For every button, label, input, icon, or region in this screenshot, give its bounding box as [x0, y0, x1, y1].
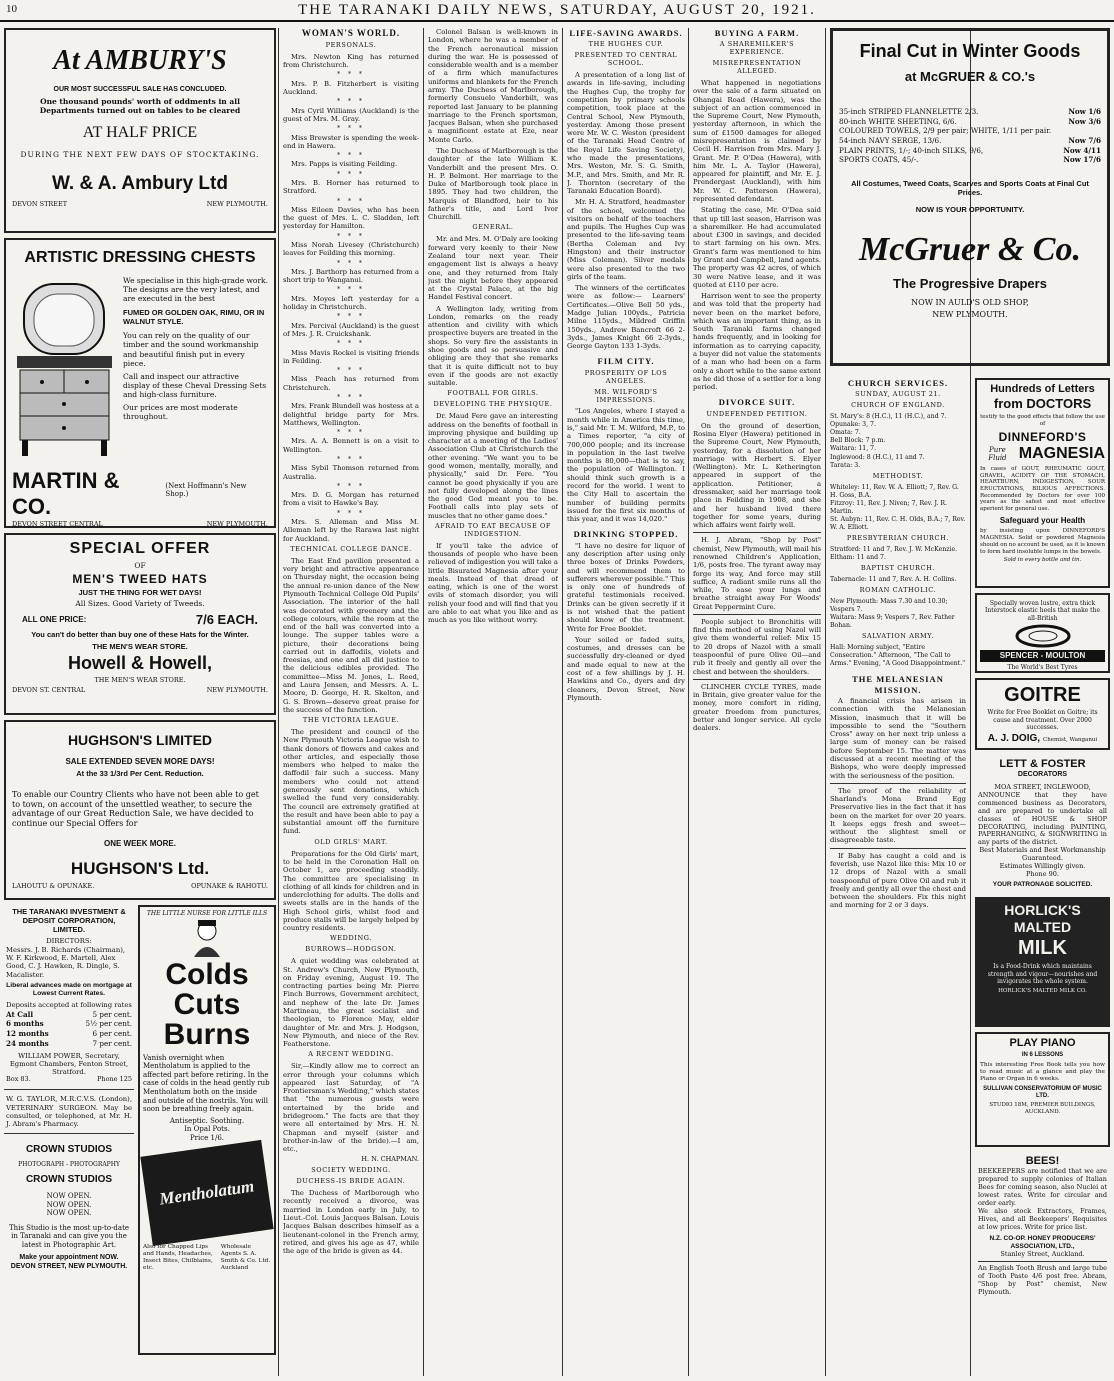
personal-item: Miss Norah Livesey (Christchurch) leaves for Feilding this morning. [283, 241, 419, 258]
mcgruer-address1: NOW IN AULD'S OLD SHOP, [911, 297, 1029, 307]
horlicks-ad [975, 897, 1110, 1027]
hughson-left: LAHOUTU & OPUNAKE. [12, 882, 95, 891]
girls-mart-heading: OLD GIRLS' MART. [314, 837, 388, 846]
dinneford-safeguard: Safeguard your Health [999, 515, 1086, 525]
piano-ad [975, 1032, 1110, 1147]
burns-title: Burns [163, 1017, 251, 1051]
melanesian-text: A financial crisis has arisen in connection with the Melanesian Mission, inasmuch that it will be impossible to send the "Southern Cross" away on her next trip unless a large sum of money can be raised before September 15. The matter was discussed at a recent meeting of the Bishops, who were deeply impressed with the seriousness of the position. [830, 696, 966, 780]
personal-item: Miss Sybil Thomson returned from Australia. [283, 464, 419, 481]
dinneford-title1: Hundreds of Letters [990, 383, 1095, 395]
dinneford-magnesia: MAGNESIA [1018, 445, 1105, 463]
rate-row: 6 months 5½ per cent. [6, 1019, 132, 1029]
indigestion-heading: AFRAID TO EAT BECAUSE OF INDIGESTION. [434, 521, 552, 538]
ambury-line2: One thousand pounds' worth of oddments in all Departments turned out on tables to be cleared [39, 96, 241, 115]
general-heading: GENERAL. [472, 223, 514, 232]
lett-address: MOA STREET, INGLEWOOD, [994, 782, 1091, 791]
personal-item: Mrs Cyril Williams (Auckland) is the guest of Mrs. M. Gray. [283, 106, 419, 123]
dinneford-sold: Sold in every bottle and tin. [1003, 557, 1082, 564]
lett-foster-ad [975, 755, 1110, 892]
ambury-title: At AMBURY'S [53, 45, 227, 76]
column-rule [278, 28, 279, 1376]
ambury-firm: W. & A. Ambury Ltd [52, 172, 228, 194]
page-number: 10 [6, 3, 17, 15]
farm-sub2: MISREPRESENTATION ALLEGED. [712, 59, 802, 76]
mcgruer-item-list [839, 107, 1101, 165]
bronchitis-ad: People subject to Bronchitis will find this method of using Nazol will give them wonderful relief: Mix 15 to 20 drops of Nazol with a small teaspoonful of pure Olive Oil—and rub it freely and gently all over the chest and between the shoulders. [693, 617, 821, 676]
denomination-name: SALVATION ARMY. [861, 632, 935, 641]
crown-ad [4, 1137, 134, 1274]
rate-row: 12 months 6 per cent. [6, 1029, 132, 1039]
farm-sub1: A SHAREMILKER'S EXPERIENCE. [719, 40, 795, 57]
toothbrush-ad: An English Tooth Brush and large tube of Tooth Paste 4/6 post free. Abram, "Shop by Post" chemist, New Plymouth. [978, 1264, 1107, 1297]
horlicks-brand: HORLICK'S MALTED MILK CO. [998, 988, 1087, 995]
investment-address: Egmont Chambers, Fenton Street, Stratford. [9, 1059, 129, 1077]
lett-sub: DECORATORS [1017, 771, 1068, 779]
service-line: Stratford: 11 and 7, Rev. J. W. McKenzie. [830, 545, 958, 553]
crown-text: This Studio is the most up-to-date in Taranaki and can give you the latest in Photographic Art. [8, 1223, 130, 1249]
denomination-name: BAPTIST CHURCH. [860, 563, 936, 572]
crown-appointment: Make your appointment NOW. [19, 1254, 119, 1262]
martin-firm-row [12, 468, 268, 522]
mentholatum-price: Price 1/6. [189, 1133, 225, 1142]
bees-ad [975, 1152, 1110, 1300]
masthead [0, 0, 1114, 22]
hughson-title: HUGHSON'S LIMITED [67, 732, 213, 748]
ads-column-left [4, 28, 276, 1376]
service-line: Hall: Morning subject, "Entire Consecration." Afternoon, "The Call to Arms." Evening, "A Good Disappointment." [830, 644, 966, 668]
goitre-title: GOITRE [1004, 684, 1081, 706]
dry-cleaning-text: Your soiled or faded suits, costumes, and dresses can be successfully dry-cleaned or dyed and made equal to new at the cost of a few shillings by J. H. Hawkins and Co., dyers and dry cleaners, Devon Street, New Plymouth. [567, 635, 685, 702]
howell-street: DEVON ST. CENTRAL [12, 685, 86, 694]
denomination-name: PRESBYTERIAN CHURCH. [846, 533, 950, 542]
dinneford-mark [980, 444, 1105, 464]
drinking-text: "I have no desire for liquor of any description after using only three boxes of Drinks Powders, and will recommend them to sufferers wherever possible." This is only one of hundreds of grateful testimonials received. Drinks can be given secretly if it is not wished that the patient should know of the treatment. Write for Free Booklet. [567, 541, 685, 633]
howell-address [12, 687, 268, 695]
personal-item: Miss Peach has returned from Christchurch. [283, 375, 419, 392]
goitre-ad [975, 678, 1110, 750]
drinking-title: DRINKING STOPPED. [573, 529, 679, 540]
martin-text [123, 274, 268, 464]
mentholatum-text: Vanish overnight when Mentholatum is applied to the affected part before retiring. In the case of colds in the head gently rub Mentholatum both on the inside and outside of the nostrils. You will soon be breathing freely again. [143, 1053, 270, 1114]
lifesaving-sub2: PRESENTED TO CENTRAL SCHOOL. [574, 51, 678, 68]
farm-text1: What happened in negotiations over the sale of a farm situated on Ohangai Road (Hawera), was the subject of an action commenced in the Supreme Court, New Plymouth, yesterday afternoon, in which the sum of £1500 damages for alleged misrepresentation is claimed by Cecil H. Harrison from Mrs. Mary J. Grant. Mr. P. O'Dea (Hawera), with him Mr. L. A. Taylor (Hawera), appeared for plaintiff, and Mr. E. J. Prendergast (Auckland), with him Mr. W. C. Patterson (Hawera), represented defendant. [693, 79, 821, 203]
tyre-icon [1013, 624, 1073, 648]
bees-text2: We also stock Extractors, Frames, Hives, and all Beekeepers' Requisites at low prices. Write for price list. [978, 1206, 1107, 1231]
mentholatum-ad [138, 905, 276, 1355]
bees-text: BEEKEEPERS are notified that we are prepared to supply colonies of Italian Bees for coming season, also Nuclei at lowest rates. Write for circular and order early. [978, 1167, 1107, 1208]
lifesaving-title: LIFE-SAVING AWARDS. [569, 28, 683, 38]
crown-now-open-2: NOW OPEN. [46, 1200, 92, 1209]
society-wedding-subheading: DUCHESS-IS BRIDE AGAIN. [296, 1177, 406, 1186]
piano-title: PLAY PIANO [1009, 1036, 1076, 1049]
womans-world-column [283, 28, 419, 1376]
football-heading: FOOTBALL FOR GIRLS. [447, 389, 539, 398]
lett-text3: Estimates Willingly given. [999, 862, 1086, 871]
crown-now-open-1: NOW OPEN. [46, 1192, 92, 1201]
recent-wedding-text: Sir,—Kindly allow me to correct an error through your columns which appeared last Saturday, of "A Frontiersman's Wedding," which states that "the numerous guests were entertained by the bride and bridegroom." The facts are that they were all entertained by Mrs. H. N. Chapman and myself (sister and brother-in-law of the bride).—I am, etc., [283, 1062, 419, 1154]
horlicks-title1: HORLICK'S [1004, 901, 1081, 918]
dressing-chest-illustration [12, 274, 117, 464]
investment-contact: Box 83. Phone 125 [6, 1075, 132, 1084]
mentholatum-wholesale: Wholesale Agents S. A. Smith & Co. Ltd. Auckland [220, 1244, 271, 1272]
ambury-half-price: AT HALF PRICE [82, 123, 198, 141]
recent-wedding-sign: H. N. CHAPMAN. [361, 1155, 419, 1164]
mcgruer-subtitle: at McGRUER & CO.'s [904, 68, 1036, 84]
mcgruer-line2: NOW IS YOUR OPPORTUNITY. [915, 205, 1025, 215]
lett-text: ANNOUNCE that they have commenced business as Decorators, and are prepared to undertake all classes of HOUSE & SHOP DECORATING, including PAINTING, PAPERHANGING, & SIGNWRITING in any parts of the district. [978, 790, 1107, 847]
film-city-text: "Los Angeles, where I stayed a month while in America this time, is," said Mr. T. M. Wilford, M.P., to a Times reporter, "a city of 700,000 people; and its increase in population in the last twelve months is 80,000—that is to say, the population of Wellington. I should think such growth is a record for the world. I went to the City Hall to ascertain the number of building permits issued for the first six months of this year, and it was 14,020." [567, 407, 685, 524]
farm-text3: Harrison went to see the property and was told that the property had never been on the market before, which was an important thing, as in South Taranaki farms changed hands frequently, and in looking for information as to carrying capacity, a buyer did not value the statements of a man who had been on a farm only a short while to the same extent as he did those of a settler for a long period. [693, 292, 821, 392]
howell-price: 7/6 EACH. [195, 611, 258, 627]
lower-left-stack [4, 905, 134, 1355]
lower-ads-row [4, 905, 276, 1355]
mcgruer-item: 80-inch WHITE SHEETING, 6/6. Now 3/6 [839, 116, 1101, 126]
peppermint-ad: H. J. Abram, "Shop by Post" chemist, New Plymouth, will mail his renowned Children's Application, 1/6, posts free. The tyrant away may forge its way, And force may still suffice, A radiant smile runs all the while, To ease your lungs and breathe straight away For Woods' Great Peppermint Cure. [693, 536, 821, 611]
mcgruer-item: 35-inch STRIPED FLANNELETTE 2/3. Now 1/6 [839, 106, 1101, 116]
film-city-sub2: MR. WILFORD'S IMPRESSIONS. [594, 387, 658, 404]
ambury-line1: OUR MOST SUCCESSFUL SALE HAS CONCLUDED. [53, 86, 227, 94]
society-wedding-text: The Duchess of Marlborough who recently received a divorce, was married in London early in July, to Lieut.-Col. Louis Jacques Balsan. Louis Jacques Balsan describes himself as a lieutenant-colonel in the French army, retired, and gives his age as 47, while the age of the bride is given as 44. [283, 1189, 419, 1256]
mentholatum-antiseptic: Antiseptic. Soothing. [169, 1116, 245, 1125]
crown-now-open-3: NOW OPEN. [46, 1209, 92, 1218]
investment-title: THE TARANAKI INVESTMENT & DEPOSIT CORPORATION, LIMITED. [12, 907, 126, 935]
cuts-title: Cuts [173, 987, 241, 1021]
piano-sub: IN 6 LESSONS [1021, 1052, 1064, 1059]
ambury-town: NEW PLYMOUTH. [206, 199, 268, 208]
personals-list: Mrs. Newton King has returned from Christchurch. * * * Mrs. P. B. Fitzherbert is visiting Auckland. * * * Mrs Cyril Williams (Auckland) is the guest of Mrs. M. Gray. * * * Miss Brewster is spending the week-end in Hawera. * * * Mrs. Papps is visiting Feilding. * * * Mrs. B. Horner has returned to Stratford. * * * Miss Eileen Davies, who has been the guest of Mrs. L. C. Sladden, left yesterday for Hamilton. * * * Miss Norah Livesey (Christchurch) leaves for Feilding this morning. * * * Mrs. J. Barthorp has returned from a short trip to Wanganui. * * * Mrs. Moyes left yesterday for a holiday in Christchurch. * * * Mrs. Percival (Auckland) is the guest of Mrs. J. R. Cruickshank. * * * Miss Mavis Rockel is visiting friends in Feilding. * * * Miss Peach has returned from Christchurch. * * * Mrs. Frank Blundell was hostess at a delightful bridge party for Mrs. Matthews, Wellington. * * * Mrs. A. A. Bennett is on a visit to Wellington. * * * Miss Sybil Thomson returned from Australia. * * * Mrs. D. G. Morgan has returned from a visit to Hawke's Bay. * * * Mrs. S. Alleman and Miss M. Alleman left by the Rarawa last night for Auckland. [283, 52, 419, 543]
society-wedding-heading: SOCIETY WEDDING. [311, 1166, 391, 1175]
service-line: New Plymouth: Mass 7.30 and 10.30; Vespers 7. [830, 597, 948, 613]
lett-patronage: YOUR PATRONAGE SOLICITED. [992, 881, 1093, 888]
football-text: Dr. Maud Fere gave an interesting address on the benefits of football in improving physique and building up character at a meeting of the Ladies' Association Club at Christchurch the other evening. "We want you to be good women, mentally, morally, and physically," said Dr. Fere. "You cannot be good physically if you are not fully developed along the lines the good God meant you to be. Football calls into play sets of muscles that no other game does." [428, 412, 558, 520]
crown-name2: CROWN STUDIOS [25, 1173, 113, 1185]
melanesian-title: THE MELANESIAN MISSION. [852, 674, 944, 695]
victoria-text: The president and council of the New Plymouth Victoria League wish to thank donors of flowers and cakes and other articles, and especially those members who helped to make the daffodil fair such a success. Many members who could not attend generously sent donations, which swelled the fund very considerably. The council are extremely gratified at the result and have been able to pay a substantial amount off the furniture fund. [283, 728, 419, 836]
tyres-ad: CLINCHER CYCLE TYRES, made in Britain, give greater value for the money, more comfort in riding, greater freedom from punctures, better and longer service. All cycle dealers. [693, 682, 821, 733]
dinneford-text: In cases of GOUT, RHEUMATIC GOUT, GRAVEL, ACIDITY OF THE STOMACH, HEARTBURN, INDIGESTION, SOUR ERUCTATIONS, BILIOUS AFFECTIONS. Recommended by Doctors for over 100 years as the safest and most effective aperient for general use. [980, 465, 1105, 513]
spencer-text: Specially woven lustre, extra thick Interstock elastic heels that make the all-British [984, 600, 1101, 622]
howell-town: NEW PLYMOUTH. [206, 685, 268, 694]
wedding-subheading: BURROWS—HODGSON. [305, 945, 397, 954]
column-rule [562, 28, 563, 1376]
mcgruer-item: 54-inch NAVY SERGE, 13/6. Now 7/6 [839, 135, 1101, 145]
ads-column-right-top [830, 28, 1110, 373]
martin-body [12, 274, 268, 464]
duchess-text: The Duchess of Marlborough is the daughter of the late William K. Vanderbilt and the present Mrs. O. H. P. Belmont. Her marriage to the Duke of Marlborough took place in 1895. They had two children, the Marquis of Blandford, heir to his father's title, and Lord Ivor Churchill. [428, 146, 558, 222]
personal-item: Mrs. J. Barthorp has returned from a short trip to Wanganui. [283, 267, 419, 285]
lifesaving-text3: The winners of the certificates were as follow:— Learners' Certificates.—Olive Bell 50 yds., Madge Julian 100yds., Patricia Milne 115yds., Mildred Griffin 150yds., Andrew Bancroft 66 2-3yds., James Knight 66 2-3yds., George Gayton 133 1-3yds. [567, 284, 685, 351]
service-line: Tarata: 3. [830, 461, 861, 469]
denomination-name: CHURCH OF ENGLAND. [851, 401, 945, 410]
horlicks-text: Is a Food-Drink which maintains strength and vigour—nourishes and invigorates the whole system. [987, 963, 1098, 986]
personal-item: Mrs. P. B. Fitzherbert is visiting Auckland. [283, 79, 419, 97]
dinneford-sub: testify to the good effects that follow the use of [980, 414, 1105, 427]
goitre-place: Chemist, Wanganui [1043, 737, 1098, 744]
farm-text2: Stating the case, Mr. O'Dea said that up till last season, Harrison was a sharemilker. He had accumulated about £300 in savings, and decided to start farming on his own. Mrs. Grant's farm was mentioned to him by Grant and Campbell, land agents. The property was 42 acres, of which 30 were Native lease, and it was quoted at £110 per acre. [693, 206, 821, 289]
tech-dance-text: The East End pavilion presented a very bright and attractive appearance on Thursday night, the occasion being the annual re-union dance of the New Plymouth Technical College Old Pupils' Association. The interior of the hall was decorated with greenery and the college colours, while the room at the end of the hall was converted into a lounge. The supper tables were a picture, their decorations being carried out in daffodils, violets and freesias, and one and all did justice to the delicious edibles provided. The committee—Miss M. Jones, L. Reed, and Laura Jensen, and Messrs. A. L. Moore, D. George, H. R. Skelton, and G. S. Brown—deserve great praise for the success of the function. [283, 556, 419, 714]
howell-line3: You can't do better than buy one of these Hats for the Winter. [31, 630, 249, 640]
howell-of: OF [134, 560, 146, 570]
service-line: St. Mary's: 8 (H.C.), 11 (H.C.), and 7. [830, 413, 947, 421]
divorce-title: DIVORCE SUIT. [718, 397, 796, 408]
personal-item: Mrs. A. A. Bennett is on a visit to Wellington. [283, 437, 419, 454]
personal-item: Mrs. Newton King has returned from Christchurch. [283, 52, 419, 70]
hughson-address [12, 883, 268, 891]
bees-title: BEES! [1025, 1154, 1060, 1167]
crown-address: DEVON STREET, NEW PLYMOUTH. [10, 1262, 128, 1270]
column-rule [423, 28, 424, 1376]
society-column [428, 28, 558, 1376]
rate-row: 24 months 7 per cent. [6, 1038, 132, 1048]
crown-sub: PHOTOGRAPH - PHOTOGRAPHY [18, 1160, 120, 1168]
investment-deposits: Liberal advances made on mortgage at Lowest Current Rates. [6, 981, 132, 998]
howell-price-row [22, 612, 258, 628]
investment-rates-title: Deposits accepted at following rates [6, 1001, 132, 1010]
personal-item: Mrs. D. G. Morgan has returned from a visit to Hawke's Bay. [283, 491, 419, 508]
mentholatum-footer [143, 1244, 271, 1272]
film-city-sub1: PROSPERITY OF LOS ANGELES. [584, 368, 668, 385]
mcgruer-item: PLAIN PRINTS, 1/-; 40-inch SILKS, 9/6, Now 4/11 [839, 145, 1101, 155]
indigestion-text: If you'll take the advice of thousands of people who have been relieved of indigestion you will take a little Bisurated Magnesia after your meals. Instead of that dread of eating, which is one of the worst evils of stomach disorder, you will relish your food and will find that you are able to eat what you like and as much as you like without worry. [428, 541, 558, 625]
hughson-ad [4, 720, 276, 900]
piano-firm: SULLIVAN CONSERVATORIUM OF MUSIC LTD. [983, 1085, 1102, 1100]
mcgruer-ad [830, 28, 1110, 366]
hughson-line1: SALE EXTENDED SEVEN MORE DAYS! [65, 757, 215, 767]
service-line: St. Aubyn: 11, Rev. C. H. Olds, B.A.; 7, Rev. W. A. Elliott. [830, 515, 966, 531]
lifesaving-sub1: THE HUGHES CUP. [588, 40, 664, 49]
lett-title: LETT & FOSTER [999, 758, 1086, 770]
divorce-text: On the ground of desertion, Rosina Elyer (Hawera) petitioned in the Supreme Court, New Plymouth, yesterday, for a dissolution of her marriage with Herbert S. Elyer (Wellington). Mr. L. Ketherington appeared in support of the application. Petitioner, a dressmaker, said her marriage took place in Feilding in 1908, and she and her husband lived there together for some years, during which affairs went fairly well. [693, 421, 821, 530]
lifesaving-text1: A presentation of a long list of awards in life-saving, including the Hughes Cup, the trophy for competition by primary schools competition, took place at the Central School, New Plymouth, yesterday. Among those present were Mr. W. C. Weston (president of the Taranaki Head Centre of the Royal Life Saving Society), who made the presentations, Mrs. Weston, Mr. S. G. Smith, M.P., and Mrs. Smith, and Mr. R. J. Thornton (secretary of the Taranaki Education Board). [567, 71, 685, 196]
martin-title: ARTISTIC DRESSING CHESTS [24, 249, 256, 266]
piano-address: STUDIO 18M, PREMIER BUILDINGS, AUCKLAND. [989, 1102, 1096, 1116]
mcgruer-line1: All Costumes, Tweed Coats, Scarves and Sports Coats at Final Cut Prices. [851, 179, 1089, 198]
personal-item: Mrs. Moyes left yesterday for a holiday in Christchurch. [283, 294, 419, 312]
personal-item: Miss Mavis Rockel is visiting friends in Feilding. [283, 348, 419, 365]
film-city-title: FILM CITY. [597, 356, 655, 367]
personal-item: Miss Brewster is spending the week-end in Hawera. [283, 133, 419, 150]
martin-text3: You can rely on the quality of our timber and the sound workmanship and beautiful finish put in every piece. [123, 331, 259, 368]
howell-firm: Howell & Howell, [67, 652, 213, 673]
service-line: Whiteley: 11, Rev. W. A. Elliott; 7, Rev. G. H. Goss, B.A. [830, 483, 959, 499]
horlicks-title3: MILK [1018, 937, 1067, 960]
howell-line1: JUST THE THING FOR WET DAYS! [78, 588, 202, 598]
martin-text4: Call and inspect our attractive display of these Cheval Dressing Sets and high-class furniture. [123, 371, 267, 400]
hughson-week: ONE WEEK MORE. [103, 838, 176, 848]
church-denominations [830, 402, 966, 668]
mentholatum-tag: THE LITTLE NURSE FOR LITTLE ILLS [146, 910, 268, 917]
personal-item: Mrs. B. Horner has returned to Stratford. [283, 178, 419, 196]
martin-text5: Our prices are most moderate throughout. [123, 403, 238, 422]
martin-firm: MARTIN & CO. [12, 467, 120, 520]
service-line: Eltham: 11 and 7. [830, 553, 886, 561]
dinneford-pure: Pure Fluid [988, 445, 1007, 463]
hughson-right: OPUNAKE & RAHOTU. [191, 882, 268, 891]
mcgruer-address2: NEW PLYMOUTH. [932, 309, 1008, 319]
personals-heading: PERSONALS. [325, 40, 377, 49]
ambury-line3: DURING THE NEXT FEW DAYS OF STOCKTAKING. [20, 150, 260, 160]
column-rule [825, 28, 826, 1376]
bees-firm: N.Z. CO-OP. HONEY PRODUCERS' ASSOCIATION, LTD., [989, 1234, 1096, 1250]
personal-item: Mrs. Frank Blundell was hostess at a delightful bridge party for Mrs. Matthews, Wellington. [283, 402, 419, 427]
martin-address [12, 521, 268, 528]
wedding-text: A quiet wedding was celebrated at St. Andrew's Church, New Plymouth, on Friday evening, August 19. The contracting parties being Mr. Pierre Finch Burrows, Government architect, and nephew of the late Dr. James Martineau, the great socialist and theologian, to Florence May, elder daughter of Mr. and Mrs. J. Hodgson, New Plymouth, and niece of the Rev. Featherstone. [283, 957, 419, 1049]
piano-text: This interesting Free Book tells you how to read music at a glance and play the Piano or Organ in 6 weeks. [980, 1061, 1105, 1082]
martin-ad [4, 238, 276, 528]
howell-title: SPECIAL OFFER [69, 540, 211, 557]
martin-street: DEVON STREET CENTRAL [12, 520, 103, 528]
ambury-ad [4, 28, 276, 233]
wedding-heading: WEDDING. [330, 934, 372, 943]
dinneford-title2: from DOCTORS [993, 396, 1092, 412]
hughson-text: To enable our Country Clients who have not been able to get to town, on account of the unsettled weather, to secure the advantage of our Great Reduction Sale, we have decided to continue our Special Offers for [12, 789, 259, 829]
column-rule [688, 28, 689, 1376]
personal-item: Mrs. Percival (Auckland) is the guest of Mrs. J. R. Cruickshank. [283, 321, 419, 338]
mcgruer-tagline: The Progressive Drapers [893, 276, 1047, 292]
colds-title: Colds [165, 957, 249, 991]
mentholatum-also: Also for Chapped Lips and Hands, Headaches, Insect Bites, Chilblains, etc. [143, 1244, 213, 1272]
investment-ad [4, 905, 134, 1086]
taylor-ad: W. G. TAYLOR, M.R.C.V.S. (London), VETERINARY SURGEON. May be consulted, or telephoned, at Mr. H. J. Abram's Pharmacy. [6, 1095, 132, 1129]
howell-store: THE MEN'S WEAR STORE. [92, 641, 188, 651]
farm-title: BUYING A FARM. [714, 28, 800, 38]
investment-secretary: WILLIAM POWER, Secretary, [18, 1051, 120, 1060]
mentholatum-jar [141, 1140, 274, 1246]
howell-ad [4, 533, 276, 715]
general-text-2: A Wellington lady, writing from London, remarks on the ready attention and civility with which prospective buyers are treated in the shops. So very fire the assistants in shoe goods and so persuasive and obliging are they that she remarks that it is quite difficult not to buy even if the goods are not exactly suitable. [428, 304, 558, 388]
hughson-line2: At the 33 1/3rd Per Cent. Reduction. [76, 768, 204, 778]
investment-rates [6, 1010, 132, 1049]
lifesaving-text2: Mr. H. A. Stratford, headmaster of the school, welcomed the visitors on behalf of the teachers and pupils. The Hughes Cup was presented to the life-saving team (Bertha Coleman and Ivy Hingston) and their instructor (Miss Coleman). Silver medals were also presented to the two girls of the team. [567, 198, 685, 281]
service-line: Waitara: Mass 9; Vespers 7, Rev. Father Bohan. [830, 614, 955, 630]
football-subheading: DEVELOPING THE PHYSIQUE. [433, 400, 553, 409]
mentholatum-brand: Mentholatum [158, 1176, 256, 1209]
goitre-text: Write for Free Booklet on Goitre; its cause and treatment. Over 2000 successes. [987, 709, 1098, 732]
church-title: CHURCH SERVICES. [847, 378, 949, 388]
spencer-moulton-ad [975, 593, 1110, 673]
denomination-name: METHODIST. [872, 471, 924, 480]
masthead-title: THE TARANAKI DAILY NEWS, SATURDAY, AUGUST 20, 1921. [298, 1, 816, 18]
news-column-lifesaving [567, 28, 685, 1376]
mcgruer-firm: McGruer & Co. [859, 230, 1081, 268]
girls-mart-text: Preparations for the Old Girls' mart, to be held in the Coronation Hall on October 1, are proceeding steadily. The committee are specialising in clothing of all kinds for children and in underclothing for adults. The dolls and sweets stalls are in the hands of the High School girls, whilst food and produce stalls will be largely helped by country residents. [283, 849, 419, 933]
martin-town: NEW PLYMOUTH. [206, 520, 268, 528]
service-line: Opunake: 3, 7. [830, 421, 876, 429]
martin-note: (Next Hoffmann's New Shop.) [165, 481, 247, 499]
mcgruer-item: COLOURED TOWELS, 2/9 per pair; WHITE, 1/11 per pair. [839, 126, 1052, 136]
personal-item: Mrs. Papps is visiting Feilding. [291, 160, 398, 169]
howell-line2: All Sizes. Good Variety of Tweeds. [75, 599, 205, 609]
church-date: SUNDAY, AUGUST 21. [855, 390, 941, 399]
mcgruer-item: SPORTS COATS, 45/-. Now 17/6 [839, 155, 1101, 165]
mcgruer-title: Final Cut in Winter Goods [859, 41, 1081, 61]
nurse-icon [182, 917, 232, 957]
howell-item: MEN'S TWEED HATS [72, 571, 208, 586]
hughson-firm: HUGHSON'S Ltd. [70, 858, 210, 878]
goitre-firm-row [980, 733, 1105, 745]
service-line: Inglewood: 8 (H.C.), 11 and 7. [830, 453, 925, 461]
howell-store2: THE MEN'S WEAR STORE. [94, 675, 186, 684]
personal-item: Mrs. S. Alleman and Miss M. Alleman left by the Rarawa last night for Auckland. [283, 518, 419, 543]
church-column [830, 378, 966, 1376]
howell-price-label: ALL ONE PRICE: [22, 614, 87, 624]
balsan-text: Colonel Balsan is well-known in London, where he was a member of the French aeronautical mission during the war. He is possessed of considerable wealth and is a member of a firm which manufactures uniforms and blankets for the French army. The Duchess of Marlborough, formerly Consuelo Vanderbilt, was reported last January to be planning marriage to the French sportsman, Jacques Balsan, when she purchased a magnificent estate at Eze, near Monte Carlo. [428, 28, 558, 144]
mentholatum-opal: In Opal Pots. [184, 1125, 230, 1134]
service-line: Omata: 7. [830, 429, 861, 437]
rate-row: At Call 5 per cent. [6, 1009, 132, 1019]
crown-name1: CROWN STUDIOS [25, 1144, 113, 1156]
investment-names: Messrs. J. B. Richards (Chairman), W. F. Kirkwood, E. Martell, Alex Good, C. J. Hawken, R. Dingle, S. Macalister. [6, 945, 126, 979]
investment-directors: DIRECTORS: [46, 937, 92, 946]
recent-wedding-heading: A RECENT WEDDING. [308, 1050, 394, 1059]
ambury-address [12, 201, 268, 209]
womans-world-title: WOMAN'S WORLD. [301, 28, 401, 38]
service-line: Waitara: 11, 7. [830, 445, 877, 453]
victoria-heading: THE VICTORIA LEAGUE. [302, 716, 400, 725]
general-text: Mr. and Mrs. M. O'Daly are looking forward very keenly to their New Zealand tour next year. Their engagement list is always a heavy one, and they returned from Italy just the night before they appeared at the Crystal Palace, at the big Handel Festival concert. [428, 235, 558, 302]
personal-item: Miss Eileen Davies, who has been the guest of Mrs. L. C. Sladden, left yesterday for Hamilton. [283, 205, 419, 231]
dinneford-brand: DINNEFORD'S [998, 429, 1087, 444]
dinneford-safe-text: by insisting upon DINNEFORD'S MAGNESIA. Solid or powdered Magnesia should on no account be used, as it is known to form hard insoluble lumps in the bowels. [980, 528, 1105, 555]
martin-text2: FUMED OR GOLDEN OAK, RIMU, OR IN WALNUT STYLE. [123, 307, 265, 327]
service-line: Tabernacle: 11 and 7, Rev. A. H. Collins. [830, 575, 957, 583]
bees-address: Stanley Street, Auckland. [1000, 1249, 1085, 1258]
dinneford-ad [975, 378, 1110, 588]
martin-text1: We specialise in this high-grade work. The designs are the very latest, and are executed in the best [123, 275, 268, 303]
lett-text2: Best Materials and Best Workmanship Guaranteed. [979, 846, 1106, 863]
spencer-tag: The World's Best Tyres [1007, 664, 1078, 672]
ambury-street: DEVON STREET [12, 199, 68, 208]
divorce-sub: UNDEFENDED PETITION. [706, 409, 808, 418]
service-line: Fitzroy: 11, Rev. J. Niven; 7, Rev. J. R. Martin. [830, 499, 948, 515]
service-line: Bell Block: 7 p.m. [830, 437, 886, 445]
goitre-firm: A. J. DOIG, [987, 733, 1041, 745]
lett-phone: Phone 90. [1026, 870, 1059, 879]
denomination-name: ROMAN CATHOLIC. [859, 585, 937, 594]
tech-dance-heading: TECHNICAL COLLEGE DANCE. [290, 544, 412, 553]
news-column-farm [693, 28, 821, 1376]
nazol-text: If Baby has caught a cold and is feverish, use Nazol like this: Mix 10 or 12 drops of Nazol with a small teaspoonful of pure Olive Oil and rub it freely and gently all over the chest and between the shoulders. Fix this night and morning for 2 or 3 days. [830, 851, 966, 910]
spencer-brand: SPENCER - MOULTON [980, 650, 1105, 662]
horlicks-title2: MALTED [1013, 919, 1072, 935]
egg-preservative-text: The proof of the reliability of Sharland's Mona Brand Egg Preservative lies in the fact that it has been on the market for over 20 years. It keeps eggs fresh and sweet—without the slightest smell or disagreeable taste. [830, 786, 966, 845]
ads-column-right [975, 378, 1110, 1376]
